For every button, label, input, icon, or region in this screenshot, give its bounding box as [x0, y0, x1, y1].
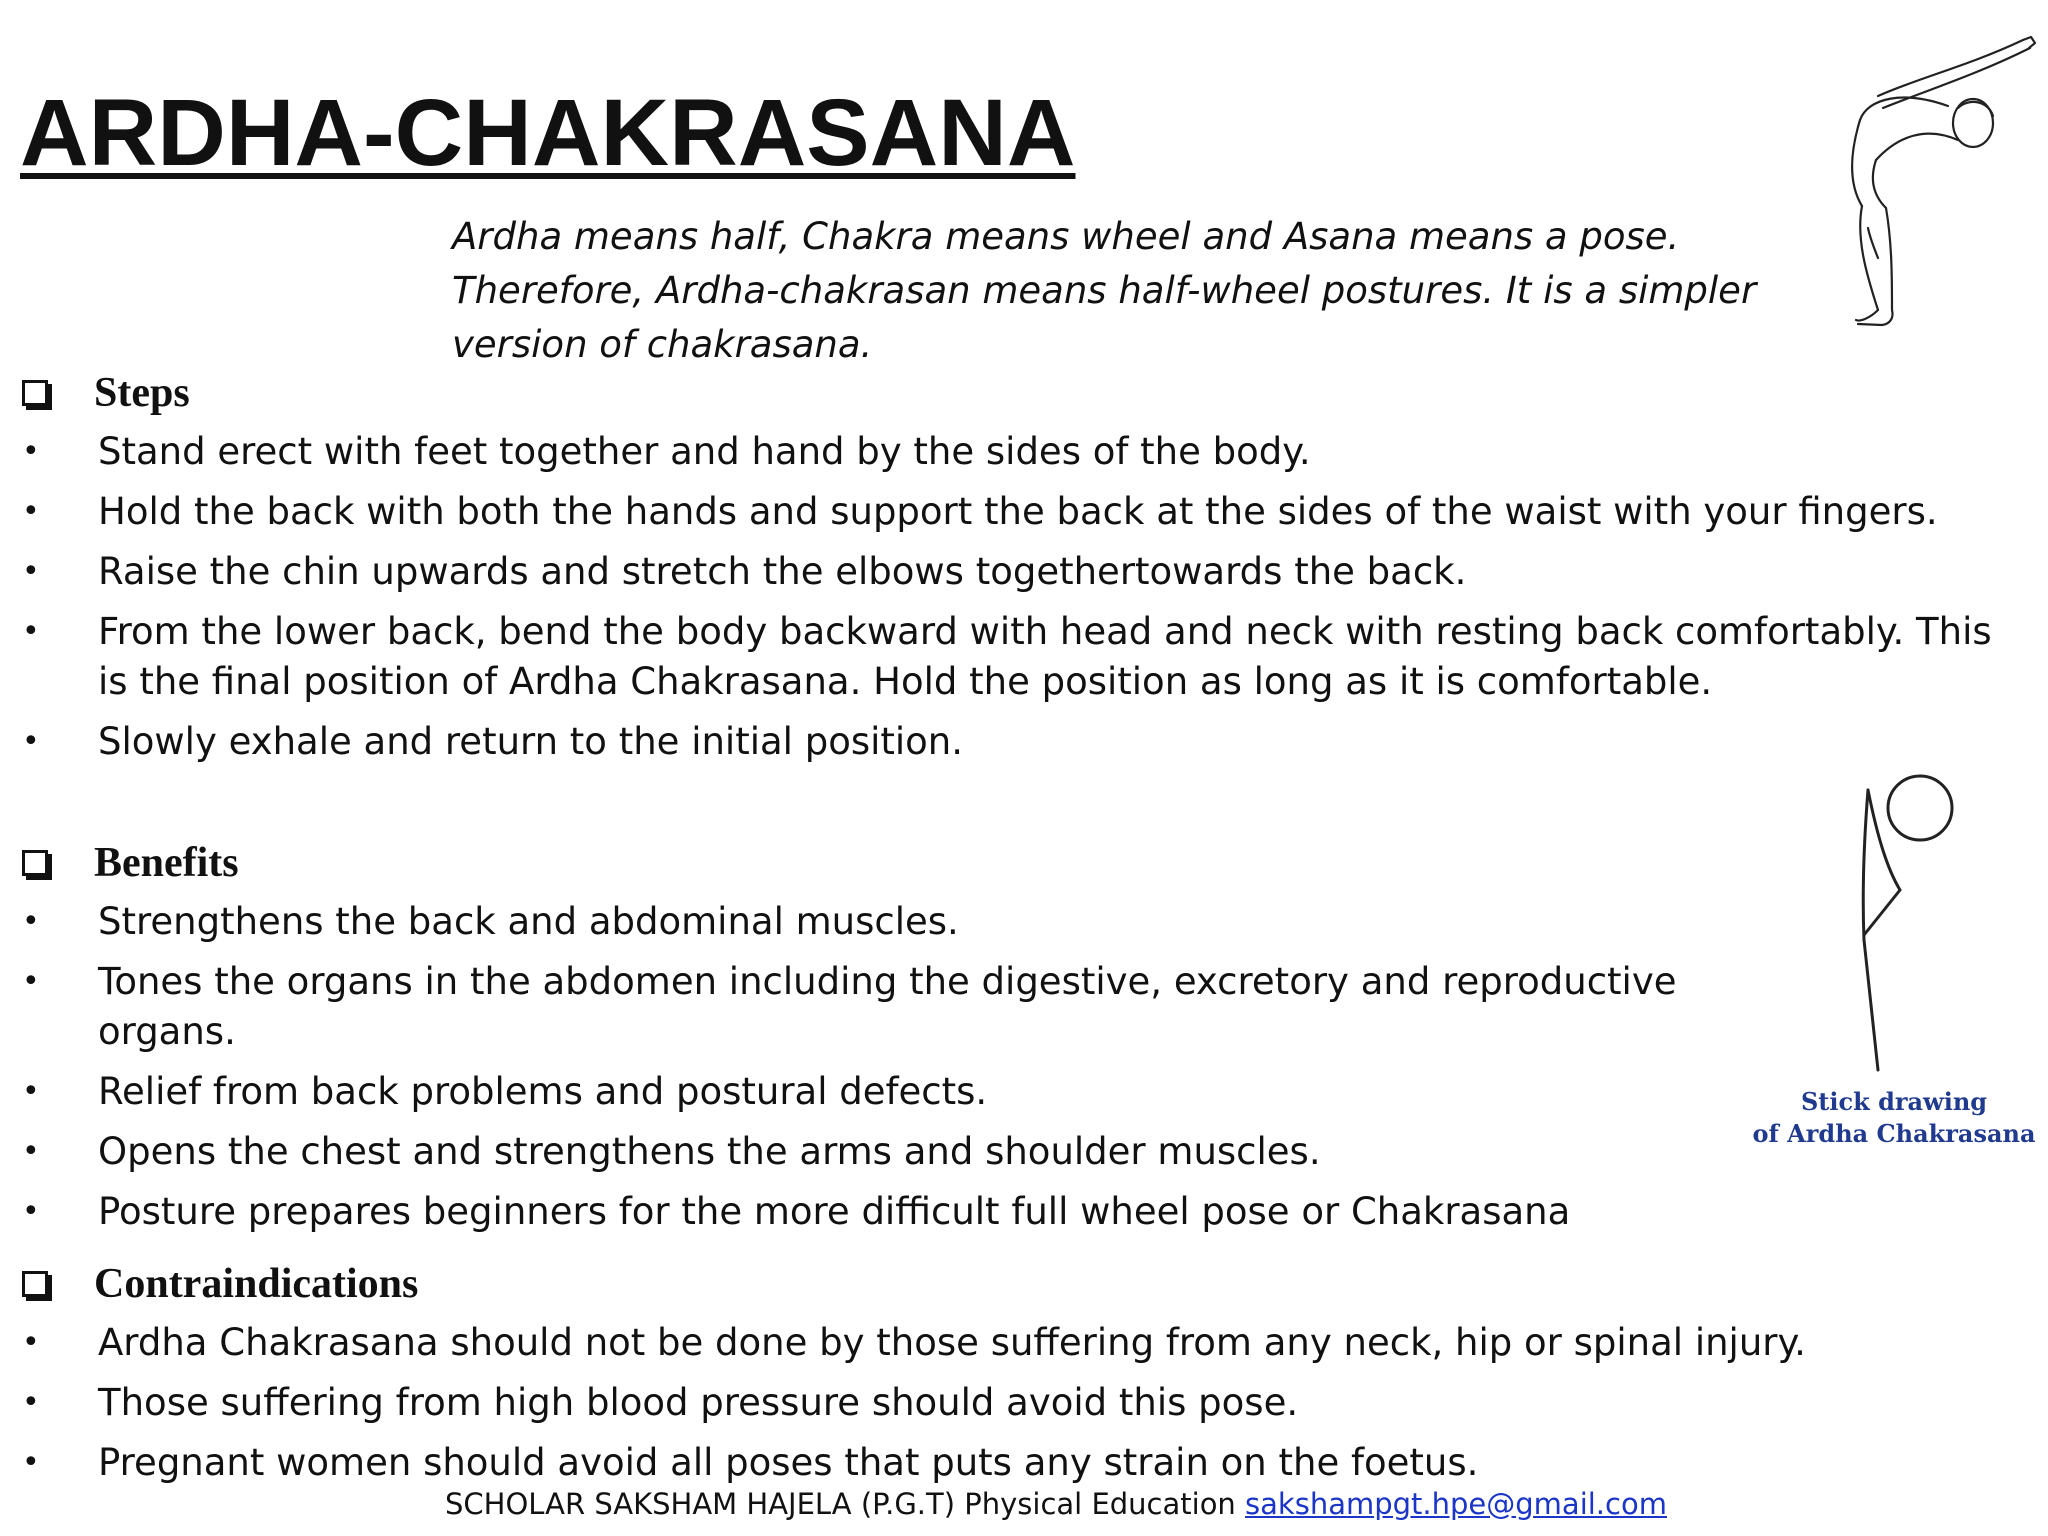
- benefits-list: [22, 897, 1782, 1247]
- steps-heading-label: Steps: [94, 370, 190, 416]
- list-item: [22, 1438, 2022, 1488]
- checkbox-bullet-icon: [22, 1271, 48, 1297]
- page-title: ARDHA-CHAKRASANA: [20, 80, 1076, 186]
- footer-email-link[interactable]: sakshampgt.hpe@gmail.com: [1245, 1487, 1667, 1521]
- list-item: [22, 1067, 1782, 1117]
- step-text: Stand erect with feet together and hand by the sides of the body.: [98, 430, 1311, 473]
- list-item: [22, 717, 2022, 767]
- step-text: Hold the back with both the hands and support the back at the sides of the waist with your fingers.: [98, 490, 1938, 533]
- steps-list: [22, 427, 2022, 777]
- bullet-icon: •: [22, 494, 40, 529]
- intro-line: Therefore, Ardha-chakrasan means half-wheel postures. It is a simpler: [452, 269, 1757, 312]
- list-item: [22, 897, 1782, 947]
- figure-caption-line: Stick drawing: [1800, 1087, 1988, 1116]
- bullet-icon: •: [22, 1134, 40, 1169]
- benefit-text: Relief from back problems and postural defects.: [98, 1070, 988, 1113]
- contraindication-text: Those suffering from high blood pressure should avoid this pose.: [98, 1381, 1299, 1424]
- benefit-text: Tones the organs in the abdomen including the digestive, excretory and reproductive organs.: [98, 960, 1677, 1053]
- benefit-text: Strengthens the back and abdominal muscles.: [98, 900, 959, 943]
- bullet-icon: •: [22, 724, 40, 759]
- contraindication-text: Pregnant women should avoid all poses that puts any strain on the foetus.: [98, 1441, 1479, 1484]
- stick-figure-illustration: [1838, 760, 1968, 1078]
- benefits-heading-label: Benefits: [94, 840, 239, 886]
- step-text: Raise the chin upwards and stretch the elbows togethertowards the back.: [98, 550, 1467, 593]
- bullet-icon: •: [22, 1385, 40, 1420]
- intro-paragraph: [452, 210, 1757, 372]
- bullet-icon: •: [22, 1194, 40, 1229]
- benefit-text: Opens the chest and strengthens the arms and shoulder muscles.: [98, 1130, 1321, 1173]
- intro-line: Ardha means half, Chakra means wheel and Asana means a pose.: [452, 215, 1680, 258]
- bullet-icon: •: [22, 904, 40, 939]
- figure-caption-line: of Ardha Chakrasana: [1752, 1119, 2036, 1148]
- bullet-icon: •: [22, 614, 40, 649]
- list-item: [22, 957, 1782, 1057]
- figure-caption: [1744, 1086, 2044, 1150]
- contraindications-heading: [22, 1256, 418, 1312]
- list-item: [22, 547, 2022, 597]
- list-item: [22, 427, 2022, 477]
- list-item: [22, 1318, 2022, 1368]
- bullet-icon: •: [22, 1445, 40, 1480]
- contraindication-text: Ardha Chakrasana should not be done by those suffering from any neck, hip or spinal injury.: [98, 1321, 1806, 1364]
- list-item: [22, 487, 2022, 537]
- bullet-icon: •: [22, 964, 40, 999]
- list-item: [22, 1378, 2022, 1428]
- bullet-icon: •: [22, 434, 40, 469]
- bullet-icon: •: [22, 1074, 40, 1109]
- ardha-chakrasana-pose-illustration: [1808, 28, 2038, 333]
- list-item: [22, 607, 2022, 707]
- footer-credit: SCHOLAR SAKSHAM HAJELA (P.G.T) Physical Education: [445, 1487, 1246, 1521]
- bullet-icon: •: [22, 554, 40, 589]
- contraindications-heading-label: Contraindications: [94, 1261, 419, 1307]
- benefits-heading: [22, 835, 239, 891]
- footer: [445, 1487, 1667, 1521]
- checkbox-bullet-icon: [22, 380, 48, 406]
- benefit-text: Posture prepares beginners for the more difficult full wheel pose or Chakrasana: [98, 1190, 1571, 1233]
- checkbox-bullet-icon: [22, 850, 48, 876]
- contraindications-list: [22, 1318, 2022, 1498]
- steps-heading: [22, 365, 190, 421]
- step-text: Slowly exhale and return to the initial position.: [98, 720, 964, 763]
- bullet-icon: •: [22, 1325, 40, 1360]
- step-text: From the lower back, bend the body backward with head and neck with resting back comfortably. This is the final position of Ardha Chakrasana. Hold the position as long as it is comfortable.: [98, 610, 1992, 703]
- list-item: [22, 1127, 1782, 1177]
- list-item: [22, 1187, 1782, 1237]
- intro-line: version of chakrasana.: [452, 323, 873, 366]
